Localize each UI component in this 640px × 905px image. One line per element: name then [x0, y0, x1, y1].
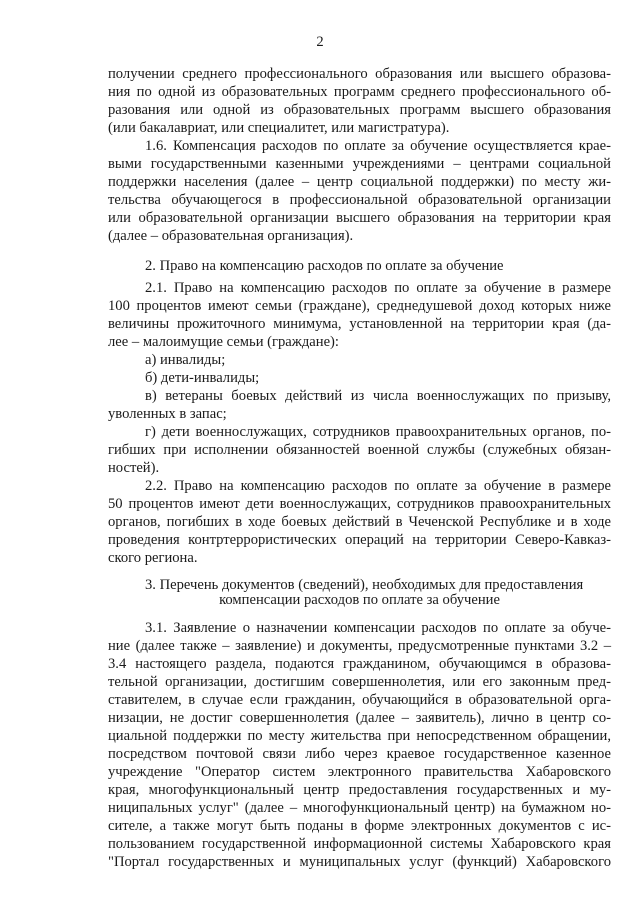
section-heading-continued: компенсации расходов по оплате за обучение: [219, 592, 500, 608]
text-line: 100 процентов имеют семьи (граждане), среднедушевой доход которых ниже: [108, 298, 611, 314]
text-line: проведения контртеррористических операций на территории Северо-Кавказ-: [108, 532, 611, 548]
text-line: органов, погибших в ходе боевых действий в Чеченской Республике и в ходе: [108, 514, 611, 530]
text-line: пользованием государственной информационной системы Хабаровского края: [108, 836, 611, 852]
list-item: в) ветераны боевых действий из числа военнослужащих по призыву,: [145, 388, 611, 404]
text-line: ния по одной из образовательных программ среднего профессионального об-: [108, 84, 611, 100]
text-line: сителе, а также могут быть поданы в форме электронных документов с ис-: [108, 818, 611, 834]
text-line: ского региона.: [108, 550, 198, 566]
list-item: б) дети-инвалиды;: [145, 370, 260, 386]
text-line: "Портал государственных и муниципальных услуг (функций) Хабаровского: [108, 854, 611, 870]
text-line: ниципальных услуг" (далее – многофункциональный центр) на бумажном но-: [108, 800, 611, 816]
text-line: величины прожиточного минимума, установленной на территории края (да-: [108, 316, 611, 332]
text-line: разования или одной из образовательных программ высшего образования: [108, 102, 611, 118]
page-number: 2: [316, 34, 324, 50]
text-line: (далее – образовательная организация).: [108, 228, 354, 244]
text-line: лее – малоимущие семьи (граждане):: [108, 334, 339, 350]
text-line: тельной организации, достигшим совершеннолетия, или его законным пред-: [108, 674, 611, 690]
text-line: 2.2. Право на компенсацию расходов по оплате за обучение в размере: [145, 478, 611, 494]
text-line: края, многофункциональный центр предоставления государственных и му-: [108, 782, 611, 798]
text-line: (или бакалавриат, или специалитет, или магистратура).: [108, 120, 450, 136]
text-line: уволенных в запас;: [108, 406, 227, 422]
text-line: 2.1. Право на компенсацию расходов по оплате за обучение в размере: [145, 280, 611, 296]
text-line: 3.1. Заявление о назначении компенсации расходов по оплате за обуче-: [145, 620, 611, 636]
section-heading: 3. Перечень документов (сведений), необходимых для предоставления: [145, 577, 584, 593]
text-line: ставителем, в случае если гражданин, обучающийся в образовательной орга-: [108, 692, 611, 708]
text-line: 50 процентов имеют дети военнослужащих, сотрудников правоохранительных: [108, 496, 611, 512]
text-line: 3.4 настоящего раздела, подаются гражданином, обучающимся в образова-: [108, 656, 611, 672]
text-line: получении среднего профессионального образования или высшего образова-: [108, 66, 611, 82]
text-line: тельства обучающегося в профессиональной образовательной организации: [108, 192, 611, 208]
text-line: посредством почтовой связи либо через краевое государственное казенное: [108, 746, 611, 762]
text-line: выми государственными казенными учреждениями – центрами социальной: [108, 156, 611, 172]
text-line: циальной поддержки по месту жительства при непосредственном обращении,: [108, 728, 611, 744]
text-line: гибших при исполнении обязанностей военной службы (служебных обязан-: [108, 442, 611, 458]
text-line: или образовательной организации высшего образования на территории края: [108, 210, 611, 226]
text-line: учреждение "Оператор систем электронного правительства Хабаровского: [108, 764, 611, 780]
text-line: низации, не достиг совершеннолетия (далее – заявитель), лично в центр со-: [108, 710, 611, 726]
section-heading: 2. Право на компенсацию расходов по оплате за обучение: [145, 258, 504, 274]
text-line: ностей).: [108, 460, 160, 476]
text-line: ние (далее также – заявление) и документы, предусмотренные пунктами 3.2 –: [108, 638, 611, 654]
list-item: а) инвалиды;: [145, 352, 226, 368]
list-item: г) дети военнослужащих, сотрудников правоохранительных органов, по-: [145, 424, 611, 440]
text-line: 1.6. Компенсация расходов по оплате за обучение осуществляется крае-: [145, 138, 611, 154]
text-line: поддержки населения (далее – центр социальной поддержки) по месту жи-: [108, 174, 611, 190]
